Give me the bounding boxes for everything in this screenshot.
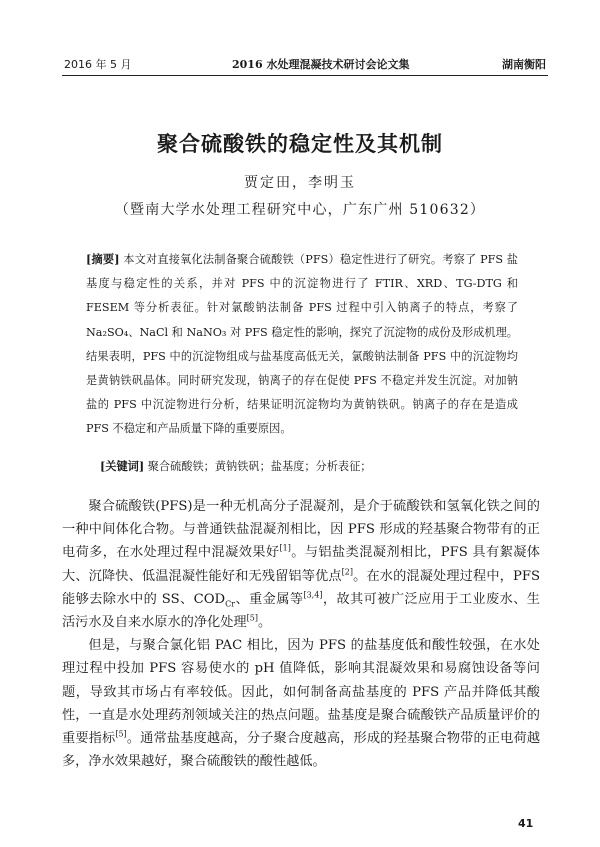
header-location: 湖南衡阳 [502,58,546,71]
citation: [1] [279,544,291,554]
keywords-text: 聚合硫酸铁；黄钠铁矾；盐基度；分析表征； [147,460,372,473]
cod-subscript: Cr [225,599,236,609]
paragraph-2: 但是，与聚合氯化铝 PAC 相比，因为 PFS 的盐基度低和酸性较强，在水处理过程中投加 PFS 容易使水的 pH 值降低，影响其混凝效果和易腐蚀设备等问题，导致其市场占有率较低。因此，如何制备高盐基度的 PFS 产品并降低其酸性，一直是水处理药剂领域关注的热点问题。盐基度是聚合硫酸铁产品质量评价的重要指标[5]。通常盐基度越高，分子聚合度越高，形成的羟基聚合物带的正电荷越多，净水效果越好，聚合硫酸铁的酸性越低。 [62,638,541,770]
citation: [5] [115,729,127,739]
citation: [2] [341,567,354,577]
running-header [64,56,546,74]
abstract [86,247,518,442]
paragraph-1: 聚合硫酸铁(PFS)是一种无机高分子混凝剂，是介于硫酸铁和氢氧化铁之间的一种中间体化合物。与普通铁盐混凝剂相比，因 PFS 形成的羟基聚合物带有的正电荷多，在水处理过程中混凝效果好[1]。与铝盐类混凝剂相比，PFS 具有絮凝体大、沉降快、低温混凝性能好和无残留铝等优点[2]。在水的混凝处理过程中，PFS 能够去除水中的 SS、$COD_{Cr}$、重金属等[3,4]，故其可被广泛应用于工业废水、生活污水及自来水原水的净化处理[5]。 [62,499,541,631]
authors: 贾定田，李明玉 [244,175,356,191]
header-date: 2016 年 5 月 [64,58,132,71]
citation: [5] [246,613,258,623]
page-number: 41 [518,817,534,830]
abstract-label: [摘要] [86,252,120,266]
header-rule [62,75,548,76]
abstract-text: 本文对直接氧化法制备聚合硫酸铁（PFS）稳定性进行了研究。考察了 PFS 盐基度与稳定性的关系，并对 PFS 中的沉淀物进行了 FTIR、XRD、TG-DTG 和 FESEM 等分析表征。针对氯酸钠法制备 PFS 过程中引入钠离子的特点，考察了 Na₂SO₄、NaCl 和 NaNO₃ 对 PFS 稳定性的影响，探究了沉淀物的成份及形成机理。结果表明，PFS 中的沉淀物组成与盐基度高低无关，氯酸钠法制备 PFS 中的沉淀物均是黄钠铁矾晶体。同时研究发现，钠离子的存在促使 PFS 不稳定并发生沉淀。对加钠盐的 PFS 中沉淀物进行分析，结果证明沉淀物均为黄钠铁矾。钠离子的存在是造成 PFS 不稳定和产品质量下降的重要原因。 [86,253,518,436]
paper-title: 聚合硫酸铁的稳定性及其机制 [157,132,443,156]
body-text [62,495,540,773]
keywords [100,454,520,479]
header-proceedings: 2016 水处理混凝技术研讨会论文集 [232,58,410,71]
keywords-label: [关键词] [100,459,145,473]
affiliation: （暨南大学水处理工程研究中心，广东广州 510632） [114,202,486,218]
citation: [3,4] [303,590,323,600]
